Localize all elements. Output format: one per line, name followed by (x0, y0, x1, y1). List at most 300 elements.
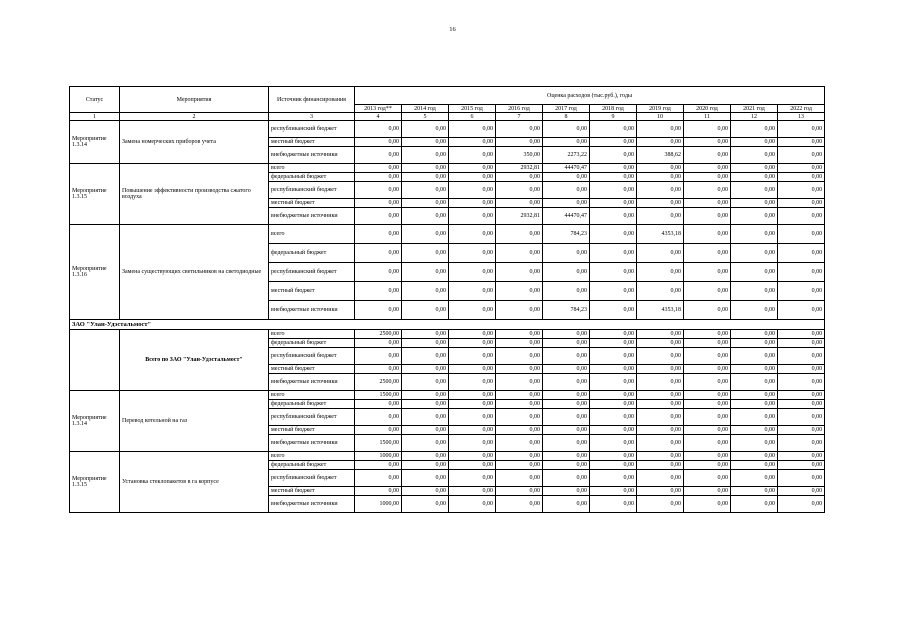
expense-value: 0,00 (590, 409, 637, 426)
expense-value: 0,00 (449, 487, 496, 496)
expense-value: 0,00 (402, 147, 449, 164)
measure-name: Установка стеклопакетов в га корпусе (120, 452, 269, 513)
funding-source: местный бюджет (269, 199, 355, 208)
expense-value: 0,00 (684, 339, 731, 348)
expense-value: 0,00 (402, 164, 449, 173)
expense-value: 0,00 (637, 182, 684, 199)
expense-value: 0,00 (637, 164, 684, 173)
measure-name: Повышение эффективности производства сжатого воздуха (120, 164, 269, 225)
expense-value: 0,00 (731, 348, 778, 365)
expense-value: 0,00 (778, 225, 825, 244)
expense-value: 0,00 (402, 409, 449, 426)
expense-value: 0,00 (449, 426, 496, 435)
expense-table (69, 86, 825, 513)
expense-value: 0,00 (684, 301, 731, 320)
expense-value: 0,00 (449, 409, 496, 426)
expense-value: 0,00 (590, 147, 637, 164)
column-number: 10 (637, 113, 684, 121)
expense-value: 0,00 (355, 470, 402, 487)
expense-value: 0,00 (684, 182, 731, 199)
expense-value: 0,00 (402, 282, 449, 301)
expense-value: 0,00 (496, 496, 543, 513)
header-year: 2016 год (496, 105, 543, 113)
expense-value: 0,00 (590, 435, 637, 452)
expense-value: 0,00 (402, 339, 449, 348)
expense-value: 0,00 (778, 282, 825, 301)
expense-value: 0,00 (590, 400, 637, 409)
expense-value: 0,00 (543, 409, 590, 426)
expense-value: 0,00 (731, 426, 778, 435)
header-year: 2022 год (778, 105, 825, 113)
expense-value: 0,00 (684, 330, 731, 339)
expense-value: 0,00 (731, 138, 778, 147)
expense-value: 2932,81 (496, 164, 543, 173)
expense-value: 0,00 (402, 301, 449, 320)
expense-value: 0,00 (543, 452, 590, 461)
expense-value: 0,00 (731, 461, 778, 470)
expense-value: 0,00 (496, 282, 543, 301)
expense-value: 0,00 (355, 400, 402, 409)
expense-value: 0,00 (731, 199, 778, 208)
expense-value: 784,23 (543, 301, 590, 320)
expense-value: 0,00 (496, 339, 543, 348)
expense-value: 0,00 (684, 496, 731, 513)
funding-source: местный бюджет (269, 282, 355, 301)
expense-value: 0,00 (449, 225, 496, 244)
expense-value: 0,00 (778, 182, 825, 199)
expense-value: 0,00 (731, 470, 778, 487)
expense-value: 0,00 (590, 496, 637, 513)
expense-value: 0,00 (496, 470, 543, 487)
expense-value: 0,00 (449, 391, 496, 400)
expense-value: 0,00 (355, 263, 402, 282)
expense-value: 0,00 (543, 199, 590, 208)
measure-name: Всего по ЗАО "Улан-Удэстальмост" (120, 330, 269, 391)
expense-value: 0,00 (778, 339, 825, 348)
expense-value: 0,00 (637, 121, 684, 138)
funding-source: федеральный бюджет (269, 244, 355, 263)
expense-value: 0,00 (778, 173, 825, 182)
expense-value: 1500,00 (355, 391, 402, 400)
funding-source: внебюджетные источники (269, 208, 355, 225)
expense-value: 0,00 (778, 147, 825, 164)
expense-value: 0,00 (496, 487, 543, 496)
expense-value: 2273,22 (543, 147, 590, 164)
expense-value: 0,00 (355, 301, 402, 320)
expense-value: 0,00 (637, 435, 684, 452)
expense-value: 0,00 (355, 409, 402, 426)
expense-value: 2500,00 (355, 374, 402, 391)
expense-value: 0,00 (731, 435, 778, 452)
funding-source: федеральный бюджет (269, 173, 355, 182)
column-number: 4 (355, 113, 402, 121)
expense-value: 0,00 (684, 452, 731, 461)
expense-value: 0,00 (590, 330, 637, 339)
expense-value: 0,00 (637, 263, 684, 282)
funding-source: республиканский бюджет (269, 470, 355, 487)
expense-value: 0,00 (590, 452, 637, 461)
expense-value: 0,00 (590, 164, 637, 173)
expense-value: 0,00 (449, 374, 496, 391)
expense-value: 0,00 (496, 409, 543, 426)
funding-source: всего (269, 391, 355, 400)
expense-value: 0,00 (731, 147, 778, 164)
expense-value: 0,00 (778, 470, 825, 487)
expense-value: 0,00 (543, 400, 590, 409)
expense-value: 0,00 (778, 301, 825, 320)
expense-value: 0,00 (590, 244, 637, 263)
expense-value: 0,00 (449, 164, 496, 173)
expense-value: 0,00 (590, 374, 637, 391)
expense-value: 0,00 (402, 435, 449, 452)
expense-value: 0,00 (684, 348, 731, 365)
expense-value: 2932,81 (496, 208, 543, 225)
funding-source: внебюджетные источники (269, 435, 355, 452)
expense-value: 44470,47 (543, 164, 590, 173)
measure-status: Мероприятие 1.3.15 (70, 164, 120, 225)
expense-value: 0,00 (684, 365, 731, 374)
expense-value: 0,00 (590, 138, 637, 147)
expense-value: 0,00 (543, 121, 590, 138)
expense-value: 0,00 (778, 391, 825, 400)
expense-value: 0,00 (543, 461, 590, 470)
expense-value: 0,00 (496, 121, 543, 138)
expense-value: 0,00 (355, 282, 402, 301)
expense-value: 0,00 (496, 225, 543, 244)
expense-value: 0,00 (731, 173, 778, 182)
expense-value: 0,00 (449, 461, 496, 470)
expense-value: 0,00 (449, 348, 496, 365)
expense-value: 0,00 (684, 208, 731, 225)
expense-value: 0,00 (684, 173, 731, 182)
expense-value: 0,00 (355, 487, 402, 496)
expense-value: 0,00 (778, 365, 825, 374)
expense-value: 0,00 (496, 330, 543, 339)
expense-value: 0,00 (637, 391, 684, 400)
expense-value: 0,00 (590, 208, 637, 225)
expense-value: 0,00 (402, 199, 449, 208)
expense-value: 0,00 (402, 452, 449, 461)
column-number: 6 (449, 113, 496, 121)
header-column-numbers-row (70, 113, 825, 121)
column-number: 3 (269, 113, 355, 121)
header-year: 2014 год (402, 105, 449, 113)
expense-value: 0,00 (449, 496, 496, 513)
expense-value: 0,00 (402, 138, 449, 147)
expense-value: 0,00 (543, 263, 590, 282)
header-measures: Мероприятия (120, 87, 269, 113)
expense-value: 0,00 (496, 244, 543, 263)
expense-value: 0,00 (496, 426, 543, 435)
funding-source: всего (269, 452, 355, 461)
expense-value: 0,00 (637, 461, 684, 470)
expense-value: 0,00 (731, 282, 778, 301)
expense-value: 0,00 (590, 225, 637, 244)
expense-value: 0,00 (778, 199, 825, 208)
expense-value: 388,62 (637, 147, 684, 164)
expense-value: 0,00 (637, 330, 684, 339)
header-year: 2020 год (684, 105, 731, 113)
expense-value: 0,00 (684, 435, 731, 452)
column-number: 7 (496, 113, 543, 121)
funding-source: всего (269, 164, 355, 173)
expense-value: 0,00 (731, 164, 778, 173)
expense-value: 0,00 (684, 470, 731, 487)
expense-value: 0,00 (496, 435, 543, 452)
expense-value: 0,00 (637, 487, 684, 496)
expense-value: 0,00 (449, 282, 496, 301)
expense-value: 0,00 (684, 147, 731, 164)
expense-value: 0,00 (590, 121, 637, 138)
expense-value: 0,00 (449, 263, 496, 282)
table-row (70, 225, 825, 244)
expense-value: 4353,18 (637, 225, 684, 244)
expense-value: 0,00 (778, 121, 825, 138)
expense-value: 0,00 (402, 263, 449, 282)
expense-value: 0,00 (496, 348, 543, 365)
expense-value: 0,00 (543, 138, 590, 147)
expense-value: 0,00 (543, 391, 590, 400)
expense-value: 0,00 (590, 282, 637, 301)
expense-value: 0,00 (731, 244, 778, 263)
column-number: 8 (543, 113, 590, 121)
expense-value: 0,00 (543, 365, 590, 374)
expense-value: 0,00 (778, 452, 825, 461)
expense-value: 0,00 (590, 461, 637, 470)
expense-value: 0,00 (731, 487, 778, 496)
funding-source: всего (269, 330, 355, 339)
table-row (70, 164, 825, 173)
expense-value: 0,00 (684, 244, 731, 263)
expense-value: 0,00 (496, 391, 543, 400)
expense-value: 0,00 (402, 470, 449, 487)
expense-value: 0,00 (402, 348, 449, 365)
expense-value: 0,00 (684, 282, 731, 301)
table-row (70, 391, 825, 400)
expense-value: 0,00 (778, 400, 825, 409)
expense-value: 0,00 (590, 182, 637, 199)
funding-source: внебюджетные источники (269, 147, 355, 164)
expense-value: 0,00 (496, 400, 543, 409)
expense-value: 0,00 (449, 330, 496, 339)
expense-value: 0,00 (543, 348, 590, 365)
funding-source: внебюджетные источники (269, 496, 355, 513)
expense-value: 0,00 (778, 164, 825, 173)
expense-value: 0,00 (637, 409, 684, 426)
expense-value: 0,00 (778, 244, 825, 263)
expense-value: 0,00 (778, 435, 825, 452)
expense-value: 0,00 (778, 138, 825, 147)
expense-value: 0,00 (637, 426, 684, 435)
expense-value: 0,00 (731, 182, 778, 199)
expense-value: 0,00 (402, 330, 449, 339)
expense-value: 0,00 (684, 121, 731, 138)
expense-value: 0,00 (684, 374, 731, 391)
expense-value: 0,00 (449, 121, 496, 138)
expense-value: 0,00 (496, 182, 543, 199)
funding-source: федеральный бюджет (269, 461, 355, 470)
expense-value: 0,00 (637, 208, 684, 225)
expense-value: 0,00 (731, 121, 778, 138)
expense-value: 0,00 (637, 470, 684, 487)
table-body (70, 121, 825, 513)
column-number: 11 (684, 113, 731, 121)
expense-value: 0,00 (355, 225, 402, 244)
expense-value: 0,00 (778, 374, 825, 391)
expense-value: 0,00 (402, 365, 449, 374)
expense-value: 0,00 (496, 365, 543, 374)
expense-value: 0,00 (449, 138, 496, 147)
expense-value: 0,00 (637, 282, 684, 301)
expense-value: 0,00 (778, 409, 825, 426)
expense-value: 0,00 (355, 199, 402, 208)
funding-source: республиканский бюджет (269, 182, 355, 199)
expense-value: 0,00 (731, 208, 778, 225)
expense-value: 0,00 (778, 330, 825, 339)
expense-value: 0,00 (402, 400, 449, 409)
header-year: 2021 год (731, 105, 778, 113)
expense-value: 0,00 (731, 496, 778, 513)
expense-value: 0,00 (731, 263, 778, 282)
expense-value: 0,00 (731, 409, 778, 426)
measure-status: Мероприятие 1.3.14 (70, 391, 120, 452)
expense-value: 0,00 (590, 426, 637, 435)
expense-value: 0,00 (543, 339, 590, 348)
measure-status: Мероприятие 1.3.16 (70, 225, 120, 320)
expense-value: 0,00 (402, 182, 449, 199)
header-year: 2015 год (449, 105, 496, 113)
expense-value: 0,00 (402, 244, 449, 263)
expense-value: 0,00 (684, 461, 731, 470)
expense-value: 44470,47 (543, 208, 590, 225)
header-estimate: Оценка расходов (тыс.руб.), годы (355, 87, 825, 105)
expense-value: 0,00 (684, 400, 731, 409)
expense-value: 0,00 (637, 496, 684, 513)
expense-value: 0,00 (543, 244, 590, 263)
expense-value: 0,00 (778, 487, 825, 496)
expense-value: 0,00 (496, 138, 543, 147)
expense-value: 2500,00 (355, 330, 402, 339)
expense-value: 0,00 (543, 182, 590, 199)
header-year: 2017 год (543, 105, 590, 113)
column-number: 13 (778, 113, 825, 121)
funding-source: внебюджетные источники (269, 374, 355, 391)
expense-value: 0,00 (496, 173, 543, 182)
expense-value: 0,00 (684, 164, 731, 173)
expense-value: 0,00 (355, 173, 402, 182)
expense-value: 0,00 (496, 199, 543, 208)
funding-source: республиканский бюджет (269, 121, 355, 138)
expense-value: 0,00 (355, 244, 402, 263)
expense-value: 0,00 (590, 263, 637, 282)
measure-name: Перевод котельной на газ (120, 391, 269, 452)
expense-value: 1000,00 (355, 496, 402, 513)
expense-value: 0,00 (543, 374, 590, 391)
expense-value: 350,00 (496, 147, 543, 164)
expense-value: 0,00 (355, 138, 402, 147)
measure-status: Мероприятие 1.3.15 (70, 452, 120, 513)
expense-value: 0,00 (449, 199, 496, 208)
expense-value: 0,00 (449, 470, 496, 487)
measure-status: Мероприятие 1.3.14 (70, 121, 120, 164)
funding-source: республиканский бюджет (269, 263, 355, 282)
expense-value: 0,00 (590, 199, 637, 208)
expense-value: 0,00 (637, 138, 684, 147)
funding-source: местный бюджет (269, 365, 355, 374)
expense-value: 0,00 (449, 435, 496, 452)
expense-value: 0,00 (731, 365, 778, 374)
expense-value: 0,00 (684, 426, 731, 435)
expense-value: 0,00 (543, 173, 590, 182)
expense-value: 0,00 (637, 199, 684, 208)
expense-value: 0,00 (684, 263, 731, 282)
expense-value: 0,00 (684, 199, 731, 208)
expense-value: 0,00 (449, 301, 496, 320)
page-number: 16 (449, 26, 456, 33)
expense-value: 0,00 (402, 487, 449, 496)
column-number: 1 (70, 113, 120, 121)
measure-status (70, 330, 120, 391)
header-year: 2018 год (590, 105, 637, 113)
expense-value: 0,00 (637, 348, 684, 365)
expense-value: 0,00 (590, 339, 637, 348)
expense-value: 0,00 (355, 147, 402, 164)
expense-value: 0,00 (684, 138, 731, 147)
expense-value: 0,00 (543, 487, 590, 496)
expense-value: 0,00 (496, 452, 543, 461)
expense-value: 0,00 (496, 374, 543, 391)
expense-value: 0,00 (355, 461, 402, 470)
table-row (70, 121, 825, 138)
expense-value: 0,00 (778, 208, 825, 225)
expense-value: 0,00 (637, 400, 684, 409)
header-year: 2013 год** (355, 105, 402, 113)
expense-value: 0,00 (402, 374, 449, 391)
expense-value: 0,00 (355, 339, 402, 348)
expense-value: 0,00 (590, 348, 637, 365)
expense-value: 0,00 (731, 225, 778, 244)
expense-value: 0,00 (543, 496, 590, 513)
expense-value: 784,23 (543, 225, 590, 244)
expense-value: 0,00 (590, 301, 637, 320)
expense-value: 0,00 (684, 225, 731, 244)
expense-value: 0,00 (449, 400, 496, 409)
expense-value: 0,00 (637, 365, 684, 374)
expense-value: 0,00 (402, 121, 449, 138)
column-number: 12 (731, 113, 778, 121)
expense-value: 0,00 (355, 426, 402, 435)
funding-source: внебюджетные источники (269, 301, 355, 320)
measure-name: Замена номерческих приборов учета (120, 121, 269, 164)
expense-value: 0,00 (449, 208, 496, 225)
funding-source: всего (269, 225, 355, 244)
expense-value: 0,00 (637, 173, 684, 182)
expense-value: 0,00 (543, 435, 590, 452)
expense-value: 0,00 (449, 182, 496, 199)
expense-value: 0,00 (355, 208, 402, 225)
expense-value: 0,00 (355, 164, 402, 173)
expense-value: 4353,18 (637, 301, 684, 320)
expense-value: 0,00 (731, 391, 778, 400)
expense-value: 0,00 (731, 452, 778, 461)
expense-value: 0,00 (355, 121, 402, 138)
expense-value: 0,00 (731, 374, 778, 391)
funding-source: местный бюджет (269, 138, 355, 147)
expense-value: 0,00 (590, 470, 637, 487)
expense-value: 0,00 (731, 330, 778, 339)
funding-source: республиканский бюджет (269, 348, 355, 365)
expense-value: 0,00 (402, 173, 449, 182)
